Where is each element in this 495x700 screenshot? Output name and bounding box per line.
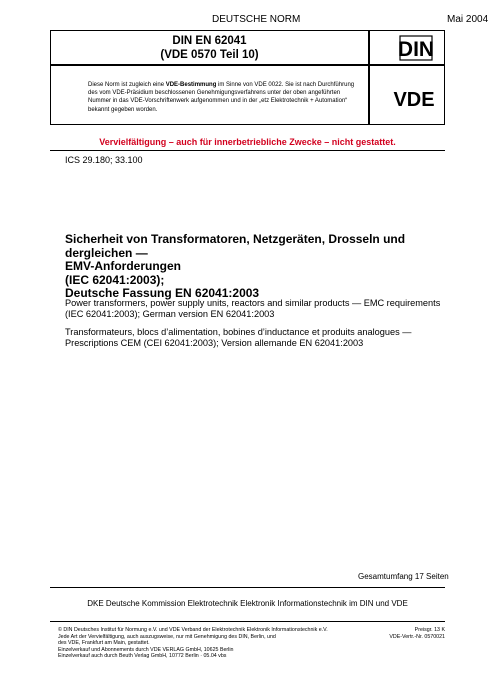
din-logo-icon — [370, 31, 444, 64]
english-title-line2: (IEC 62041:2003); German version EN 62041:2003 — [65, 309, 275, 319]
vde-logo — [369, 65, 445, 125]
price-group: Preisgr. 13 K — [414, 627, 445, 633]
vde-classification: (VDE 0570 Teil 10) — [160, 49, 259, 61]
footer-line3: des VDE, Frankfurt am Main, gestattet. — [58, 640, 150, 647]
german-title-line1: Sicherheit von Transformatoren, Netzgeräten, Drosseln und dergleichen — — [65, 232, 406, 260]
german-title-line3: (IEC 62041:2003); — [65, 272, 165, 287]
page-count: Gesamtumfang 17 Seiten — [358, 572, 449, 581]
header-date: Mai 2004 — [447, 14, 489, 25]
german-title — [65, 233, 445, 301]
footer-line5: Einzelverkauf auch durch Beuth Verlag GmbH, 10772 Berlin · 05.04 vbs — [58, 653, 227, 660]
divider-top — [50, 150, 445, 151]
vde-logo-icon — [370, 66, 444, 124]
din-logo-text: DIN — [397, 38, 435, 61]
standard-number-box — [50, 30, 369, 65]
footer-copyright — [58, 627, 358, 660]
german-title-line2: EMV-Anforderungen — [65, 259, 181, 273]
footer-price — [375, 627, 445, 640]
footer-line1: © DIN Deutsches Institut für Normung e.V. und VDE Verband der Elektrotechnik Elektronik Informationstechnik e.V. — [58, 627, 328, 633]
notice-post: im Sinne von VDE 0022. Sie ist nach Durchführung des vom VDE-Präsidium beschlossenen Genehmigungsverfahrens unter der oben angeführten Nummer in das VDE-Vorschriftenwerk aufgenommen und in der „etz Elektrotechnik + Automation“ bekannt gegeben worden. — [88, 82, 355, 113]
footer-line2: Jede Art der Vervielfältigung, auch auszugsweise, nur mit Genehmigung des DIN, Berlin, und — [58, 633, 276, 640]
dke-line: DKE Deutsche Kommission Elektrotechnik Elektronik Informationstechnik im DIN und VDE — [87, 599, 408, 608]
ics-codes: ICS 29.180; 33.100 — [65, 155, 143, 165]
notice-pre: Diese Norm ist zugleich eine — [88, 82, 166, 88]
divider-middle — [50, 587, 445, 588]
vde-notice — [50, 65, 369, 125]
english-title-line1: Power transformers, power supply units, reactors and similar products — EMC requirements — [65, 298, 441, 308]
header-standard-type: DEUTSCHE NORM — [212, 14, 301, 25]
french-title — [65, 327, 445, 349]
german-title-line4: Deutsche Fassung EN 62041:2003 — [65, 286, 260, 300]
order-number: VDE-Vertr.-Nr. 0570021 — [389, 633, 445, 640]
copy-warning: Vervielfältigung – auch für innerbetriebliche Zwecke – nicht gestattet. — [99, 137, 396, 147]
divider-bottom — [50, 621, 445, 622]
english-title — [65, 298, 445, 320]
notice-bold: VDE-Bestimmung — [165, 82, 217, 88]
vde-logo-text: VDE — [393, 89, 435, 111]
standard-number: DIN EN 62041 — [172, 35, 247, 47]
french-title-line1: Transformateurs, blocs d’alimentation, bobines d’inductance et produits analogues — — [65, 327, 412, 337]
din-logo — [369, 30, 445, 65]
footer-line4: Einzelverkauf und Abonnements durch VDE VERLAG GmbH, 10625 Berlin — [58, 646, 234, 653]
french-title-line2: Prescriptions CEM (CEI 62041:2003); Version allemande EN 62041:2003 — [65, 338, 364, 348]
